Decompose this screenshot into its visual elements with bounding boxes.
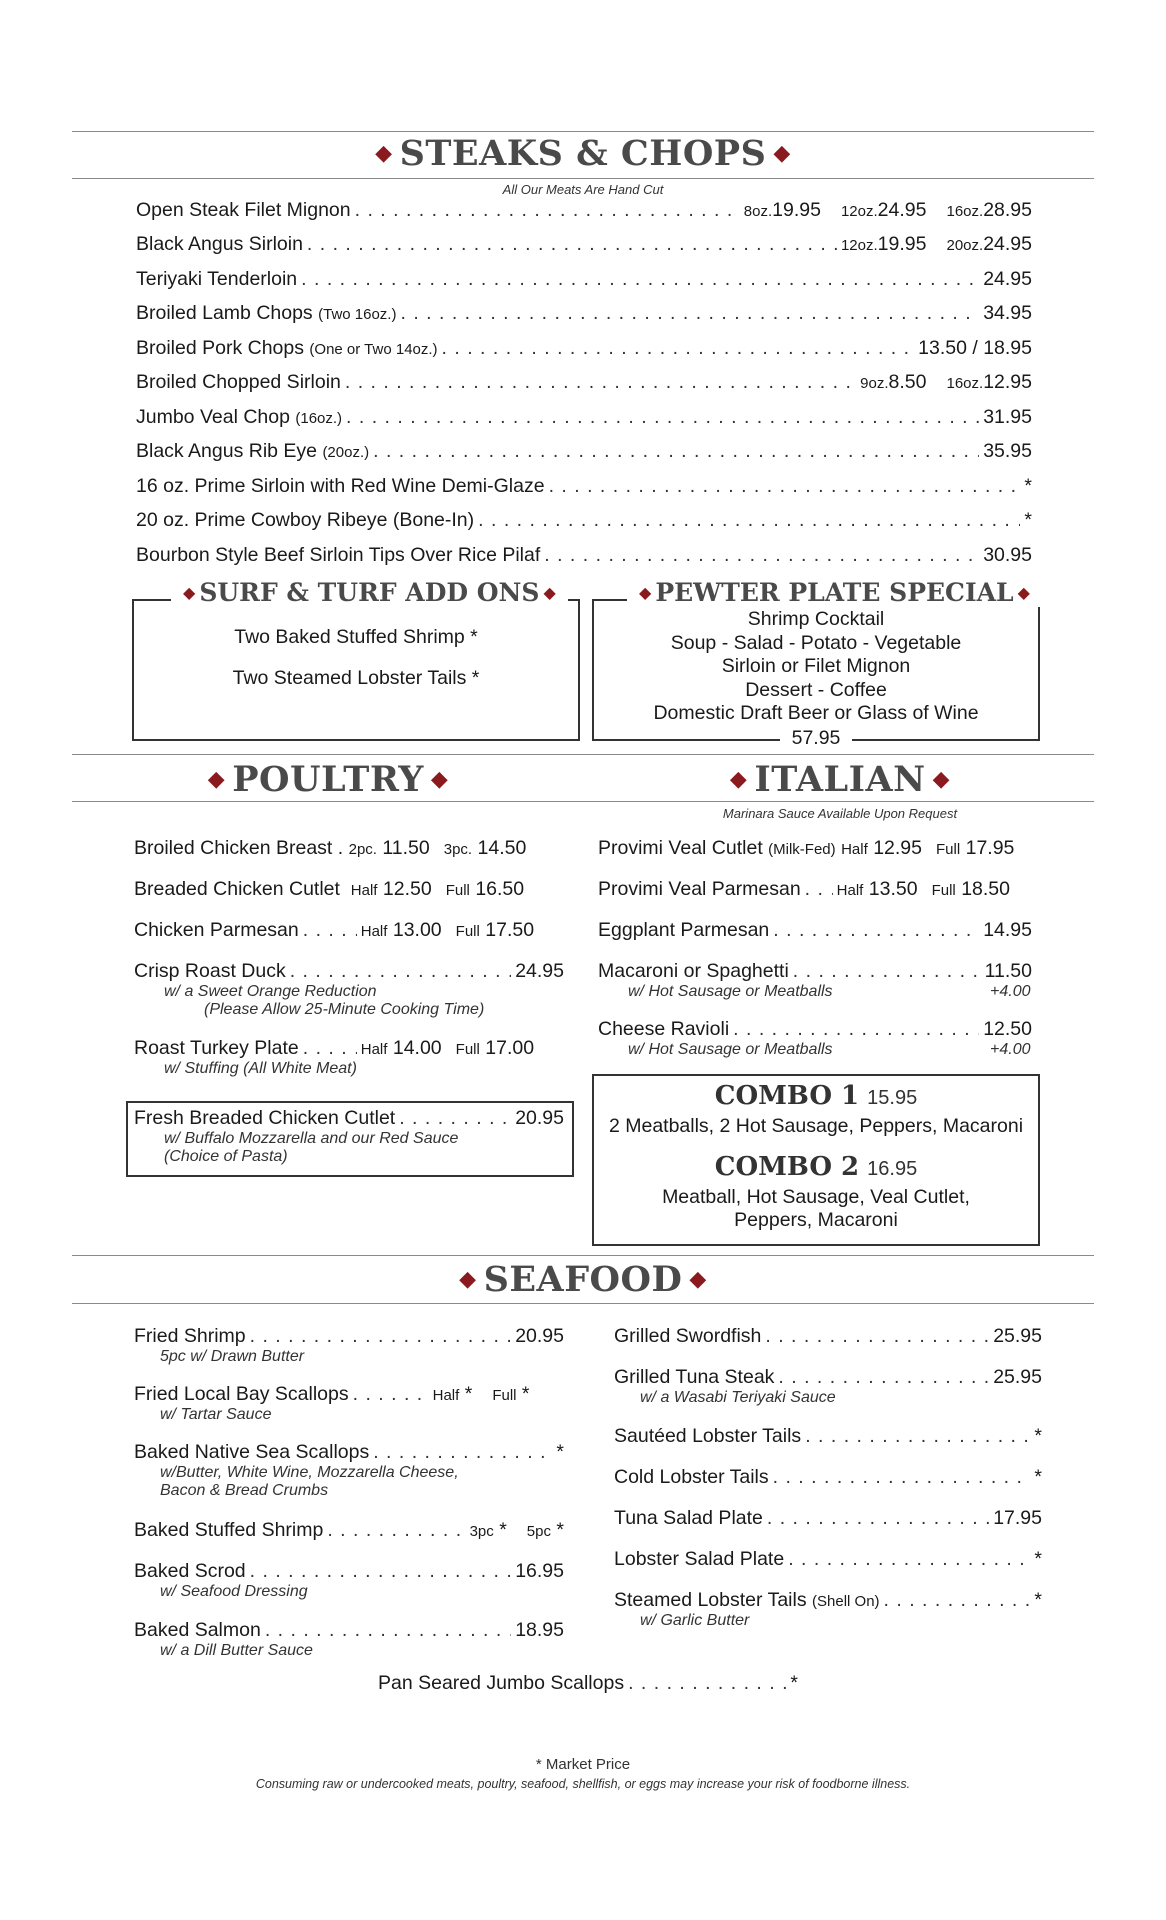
menu-item-open-steak-filet-mignon: Open Steak Filet Mignon . . . 8oz. 19.95 12oz. 24.95 16oz. 28.95 <box>136 199 1032 222</box>
diamond-icon: ◆ <box>689 1266 707 1292</box>
item-description: w/ Hot Sausage or Meatballs <box>628 1041 833 1058</box>
combo2-title: COMBO 2 16.95 <box>714 1152 918 1182</box>
diamond-icon: ◆ <box>932 766 951 792</box>
pewter-plate-title: ◆ PEWTER PLATE SPECIAL ◆ <box>627 578 1042 607</box>
combo1-description: 2 Meatballs, 2 Hot Sausage, Peppers, Macaroni <box>608 1115 1024 1137</box>
poultry-section-title: ◆ POULTRY ◆ <box>207 759 449 800</box>
menu-item-cheese-ravioli: Cheese Ravioli . . . 12.50 <box>598 1018 1032 1041</box>
diamond-icon: ◆ <box>543 583 556 602</box>
menu-item-fried-local-bay-scallops: Fried Local Bay Scallops . . . Half * Full * <box>134 1383 564 1406</box>
item-description: w/ Garlic Butter <box>640 1612 750 1629</box>
surf-turf-title: ◆ SURF & TURF ADD ONS ◆ <box>171 578 568 607</box>
food-safety-warning: Consuming raw or undercooked meats, poultry, seafood, shellfish, or eggs may increase your risk of foodborne illness. <box>255 1777 911 1791</box>
diamond-icon: ◆ <box>773 140 791 166</box>
diamond-icon: ◆ <box>207 766 226 792</box>
menu-item-tuna-salad-plate: Tuna Salad Plate . . . 17.95 <box>614 1507 1042 1530</box>
menu-item-fresh-breaded-chicken-cutlet: Fresh Breaded Chicken Cutlet . . . 20.95 <box>134 1107 564 1130</box>
menu-item-baked-native-sea-scallops: Baked Native Sea Scallops . . . * <box>134 1441 564 1464</box>
top-rule <box>72 131 1094 132</box>
menu-item-grilled-tuna-steak: Grilled Tuna Steak . . . 25.95 <box>614 1366 1042 1389</box>
menu-item-lobster-salad-plate: Lobster Salad Plate . . . * <box>614 1548 1042 1571</box>
menu-item-provimi-veal-cutlet: Provimi Veal Cutlet (Milk-Fed) Half 12.95 Full 17.95 <box>598 837 1015 859</box>
item-description: w/ Seafood Dressing <box>160 1583 308 1600</box>
surf-turf-item: Two Steamed Lobster Tails * <box>232 667 480 689</box>
item-description: w/ a Dill Butter Sauce <box>160 1642 313 1659</box>
menu-item-teriyaki-tenderloin: Teriyaki Tenderloin . . . 24.95 <box>136 268 1032 291</box>
combo1-title: COMBO 1 15.95 <box>714 1081 918 1111</box>
item-description: w/ a Sweet Orange Reduction <box>164 983 377 1000</box>
menu-item-crisp-roast-duck: Crisp Roast Duck . . . 24.95 <box>134 960 564 983</box>
menu-item-baked-scrod: Baked Scrod . . . 16.95 <box>134 1560 564 1583</box>
menu-item-prime-cowboy-ribeye: 20 oz. Prime Cowboy Ribeye (Bone-In) . . . * <box>136 509 1032 532</box>
mid-rule <box>72 754 1094 755</box>
menu-item-roast-turkey-plate: Roast Turkey Plate . . . Half 14.00 Full 17.00 <box>134 1037 564 1060</box>
menu-item-baked-stuffed-shrimp: Baked Stuffed Shrimp . . . 3pc * 5pc * <box>134 1519 564 1542</box>
item-description: w/ Hot Sausage or Meatballs <box>628 983 833 1000</box>
market-price-note: * Market Price <box>535 1756 631 1773</box>
diamond-icon: ◆ <box>1017 583 1030 602</box>
steaks-rule <box>72 178 1094 179</box>
menu-item-grilled-swordfish: Grilled Swordfish . . . 25.95 <box>614 1325 1042 1348</box>
pewter-line: Dessert - Coffee <box>745 678 887 701</box>
menu-item-cold-lobster-tails: Cold Lobster Tails . . . * <box>614 1466 1042 1489</box>
surf-turf-item: Two Baked Stuffed Shrimp * <box>234 626 478 648</box>
diamond-icon: ◆ <box>639 583 652 602</box>
menu-item-steamed-lobster-tails: Steamed Lobster Tails (Shell On) . . . * <box>614 1589 1042 1612</box>
menu-item-black-angus-sirloin: Black Angus Sirloin . . . 12oz. 19.95 20oz. 24.95 <box>136 233 1032 256</box>
item-description: w/Butter, White Wine, Mozzarella Cheese, <box>160 1464 459 1481</box>
item-description: 5pc w/ Drawn Butter <box>160 1348 305 1365</box>
seafood-rule <box>72 1255 1094 1256</box>
pewter-line: Shrimp Cocktail <box>747 608 885 630</box>
menu-item-broiled-pork-chops: Broiled Pork Chops (One or Two 14oz.) . . . 13.50 / 18.95 <box>136 337 1032 360</box>
menu-item-pan-seared-jumbo-scallops: Pan Seared Jumbo Scallops . . . * <box>378 1672 798 1695</box>
item-description: w/ Buffalo Mozzarella and our Red Sauce <box>164 1130 459 1147</box>
diamond-icon: ◆ <box>183 583 196 602</box>
menu-item-black-angus-rib-eye: Black Angus Rib Eye (20oz.) . . . 35.95 <box>136 440 1032 463</box>
menu-item-baked-salmon: Baked Salmon . . . 18.95 <box>134 1619 564 1642</box>
diamond-icon: ◆ <box>729 766 748 792</box>
menu-item-provimi-veal-parmesan: Provimi Veal Parmesan . . . Half 13.50 Full 18.50 <box>598 878 1032 901</box>
item-description: w/ Stuffing (All White Meat) <box>164 1060 357 1077</box>
menu-item-broiled-chicken-breast: Broiled Chicken Breast . 2pc. 11.50 3pc. 14.50 <box>134 837 527 859</box>
italian-section-title: ◆ ITALIAN ◆ <box>729 759 951 800</box>
menu-item-broiled-lamb-chops: Broiled Lamb Chops (Two 16oz.) . . . 34.95 <box>136 302 1032 325</box>
item-description: w/ Tartar Sauce <box>160 1406 272 1423</box>
item-description: (Choice of Pasta) <box>164 1148 288 1165</box>
menu-item-breaded-chicken-cutlet: Breaded Chicken Cutlet Half 12.50 Full 16.50 <box>134 878 525 900</box>
menu-item-bourbon-sirloin-tips: Bourbon Style Beef Sirloin Tips Over Rice Pilaf . . . 30.95 <box>136 544 1032 567</box>
diamond-icon: ◆ <box>459 1266 477 1292</box>
pewter-line: Sirloin or Filet Mignon <box>721 655 911 677</box>
pewter-plate-lines <box>592 608 1040 726</box>
seafood-rule-2 <box>72 1303 1094 1304</box>
menu-item-prime-sirloin: 16 oz. Prime Sirloin with Red Wine Demi-Glaze . . . * <box>136 475 1032 498</box>
italian-note: Marinara Sauce Available Upon Request <box>722 806 958 821</box>
diamond-icon: ◆ <box>375 140 393 166</box>
seafood-section-title: ◆ SEAFOOD ◆ <box>459 1259 707 1300</box>
menu-item-macaroni-or-spaghetti: Macaroni or Spaghetti . . . 11.50 <box>598 960 1032 983</box>
menu-item-eggplant-parmesan: Eggplant Parmesan . . . 14.95 <box>598 919 1032 942</box>
item-addon-price: +4.00 <box>990 1041 1031 1058</box>
combo2-description: Meatball, Hot Sausage, Veal Cutlet, Peppers, Macaroni <box>662 1186 970 1231</box>
menu-item-chicken-parmesan: Chicken Parmesan . . . Half 13.00 Full 17.50 <box>134 919 564 942</box>
menu-item-fried-shrimp: Fried Shrimp . . . 20.95 <box>134 1325 564 1348</box>
menu-item-sauteed-lobster-tails: Sautéed Lobster Tails . . . * <box>614 1425 1042 1448</box>
steaks-note: All Our Meats Are Hand Cut <box>502 182 664 197</box>
steaks-section-title: ◆ STEAKS & CHOPS ◆ <box>375 133 791 174</box>
item-description: w/ a Wasabi Teriyaki Sauce <box>640 1389 836 1406</box>
item-addon-price: +4.00 <box>990 983 1031 1000</box>
menu-item-broiled-chopped-sirloin: Broiled Chopped Sirloin . . . 9oz. 8.50 16oz. 12.95 <box>136 371 1032 394</box>
mid-rule-2 <box>72 801 1094 802</box>
menu-item-jumbo-veal-chop: Jumbo Veal Chop (16oz.) . . . 31.95 <box>136 406 1032 429</box>
pewter-line: Domestic Draft Beer or Glass of Wine <box>653 702 979 724</box>
pewter-line: Soup - Salad - Potato - Vegetable <box>670 631 962 654</box>
item-description: Bacon & Bread Crumbs <box>160 1482 329 1499</box>
pewter-plate-price: 57.95 <box>780 727 852 751</box>
item-description: (Please Allow 25-Minute Cooking Time) <box>204 1001 485 1018</box>
diamond-icon: ◆ <box>430 766 449 792</box>
